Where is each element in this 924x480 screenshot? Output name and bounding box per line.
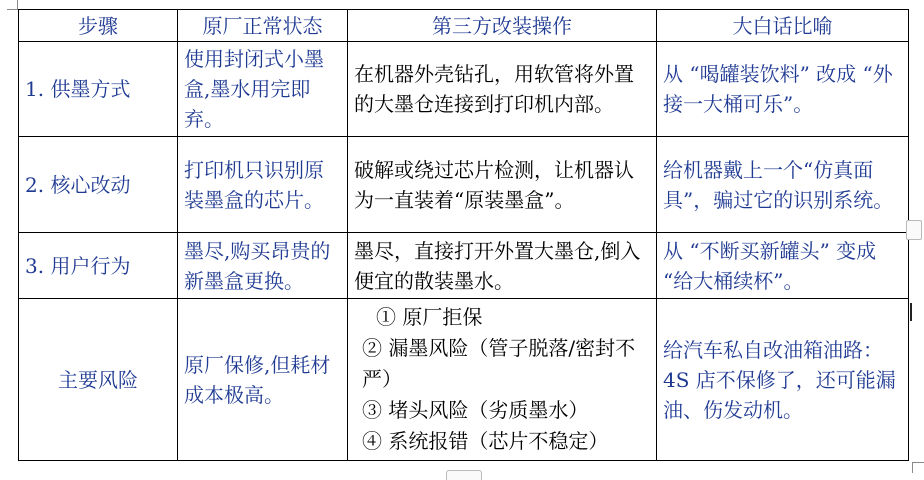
risk-item: ④ 系统报错（芯片不稳定）: [362, 429, 609, 453]
risk-item: ① 原厂拒保: [376, 305, 483, 329]
row-modified-list: [348, 299, 657, 461]
table-header-row: [19, 10, 909, 42]
row-original: 打印机只识别原装墨盒的芯片。: [178, 137, 348, 233]
text-cursor-mark: [910, 303, 912, 321]
header-step: 步骤: [19, 10, 178, 42]
row-step: 1. 供墨方式: [19, 42, 178, 137]
header-analogy: 大白话比喻: [657, 10, 909, 42]
row-modified: 墨尽，直接打开外置大墨仓,倒入便宜的散装墨水。: [348, 233, 657, 299]
header-modified: 第三方改装操作: [348, 10, 657, 42]
risk-item: ② 漏墨风险（管子脱落/密封不严）: [362, 336, 636, 391]
table-resize-handle[interactable]: [446, 470, 482, 480]
page-corner-mark: [912, 462, 924, 473]
row-original: 使用封闭式小墨盒,墨水用完即弃。: [178, 42, 348, 137]
row-step: 2. 核心改动: [19, 137, 178, 233]
page-corner-mark: [7, 0, 18, 10]
row-step: 3. 用户行为: [19, 233, 178, 299]
row-analogy: 从 “不断买新罐头” 变成 “给大桶续杯”。: [657, 233, 909, 299]
row-modified: 破解或绕过芯片检测，让机器认为一直装着“原装墨盒”。: [348, 137, 657, 233]
row-step: 主要风险: [19, 299, 178, 461]
table-row: [19, 299, 909, 461]
risk-item: ③ 堵头风险（劣质墨水）: [362, 398, 589, 422]
row-original: 墨尽,购买昂贵的新墨盒更换。: [178, 233, 348, 299]
row-original: 原厂保修,但耗材成本极高。: [178, 299, 348, 461]
row-modified: 在机器外壳钻孔，用软管将外置的大墨仓连接到打印机内部。: [348, 42, 657, 137]
table-row: [19, 233, 909, 299]
row-analogy: 从 “喝罐装饮料” 改成 “外接一大桶可乐”。: [657, 42, 909, 137]
row-resize-handle[interactable]: [906, 220, 922, 240]
table-row: [19, 42, 909, 137]
table-row: [19, 137, 909, 233]
row-analogy: 给机器戴上一个“仿真面具”，骗过它的识别系统。: [657, 137, 909, 233]
header-original: 原厂正常状态: [178, 10, 348, 42]
row-analogy: 给汽车私自改油箱油路：4S 店不保修了，还可能漏油、伤发动机。: [657, 299, 909, 461]
comparison-table: [18, 9, 909, 461]
